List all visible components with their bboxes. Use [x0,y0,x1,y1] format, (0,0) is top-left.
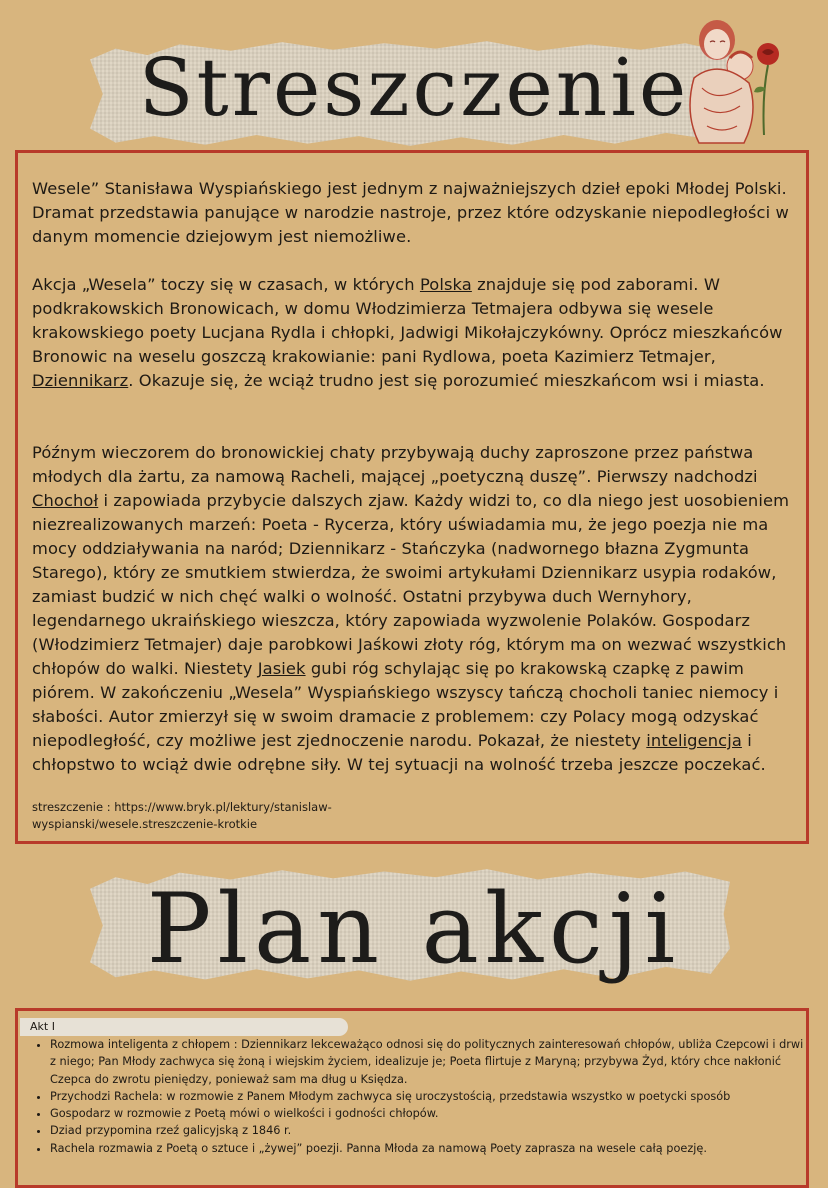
summary-text: Późnym wieczorem do bronowickiej chaty przybywają duchy zaproszone przez państwa młodych dla żartu, za namową Racheli, mającej „poetyczną duszę”. Pierwszy nadchodzi [32,443,758,486]
link-chochol[interactable]: Chochoł [32,491,99,510]
section-title: Plan akcji [146,873,682,985]
summary-paragraph-3 [32,441,792,777]
summary-text: i zapowiada przybycie dalszych zjaw. Każdy widzi to, co dla niego jest uosobieniem niezrealizowanych marzeń: Poeta - Rycerza, który uświadamia mu, że jego poezja nie ma mocy oddziaływania na naród; Dziennikarz - Stańczyka (nadwornego błazna Zygmunta Starego), który ze smutkiem stwierdza, że swoimi artykułami Dziennikarz usypia rodaków, zamiast budzić w nich chęć walki o wolność. Ostatni przybywa duch Wernyhory, legendarnego ukraińskiego wieszcza, który zapowiada wyzwolenie Polaków. Gospodarz (Włodzimierz Tetmajer) daje parobkowi Jaśkowi złoty róg, którym ma on wezwać wszystkich chłopów do walki. Niestety [32,491,790,678]
list-item: • Gospodarz w rozmowie z Poetą mówi o wielkości i godności chłopów. [50,1105,810,1122]
list-item: • Rozmowa inteligenta z chłopem : Dziennikarz lekceważąco odnosi się do politycznych zainteresowań chłopów, ubliża Czepcowi i drwi z niego; Pan Młody zachwyca się żoną i wiejskim życiem, idealizuje je; Poeta flirtuje z Maryną; przybywa Żyd, który chce nakłonić Czepca do zwrotu pieniędzy, ponieważ sam ma dług u Księdza. [50,1036,810,1088]
summary-text: Wesele” Stanisława Wyspiańskiego jest jednym z najważniejszych dzieł epoki Młodej Polski. Dramat przedstawia panujące w narodzie nastroje, przez które odzyskanie niepodległości w danym momencie dziejowym jest niemożliwe. [32,179,789,246]
summary-text: . Okazuje się, że wciąż trudno jest się porozumieć mieszkańcom wsi i miasta. [128,371,765,390]
summary-text: znajduje się pod zaborami. W podkrakowskich Bronowicach, w domu Włodzimierza Tetmajera odbywa się wesele krakowskiego poety Lucjana Rydla i chłopki, Jadwigi Mikołajczykówny. Oprócz mieszkańców Bronowic na weselu goszczą krakowianie: pani Rydlowa, poeta Kazimierz Tetmajer, [32,275,783,366]
summary-text: Akcja „Wesela” toczy się w czasach, w których [32,275,420,294]
summary-paragraph-2 [32,273,792,393]
summary-box [15,150,809,844]
page-title: Streszczenie [138,41,690,134]
link-jasiek[interactable]: Jasiek [257,659,306,678]
list-item: • Przychodzi Rachela: w rozmowie z Panem Młodym zachwyca się uroczystością, przedstawia wszystko w poetycki sposób [50,1088,810,1105]
act-label: Akt I [20,1018,348,1036]
link-inteligencja[interactable]: inteligencja [646,731,742,750]
list-item: • Dziad przypomina rzeź galicyjską z 1846 r. [50,1122,810,1139]
summary-text: gubi róg schylając się po krakowską czapkę z pawim piórem. W zakończeniu „Wesela” Wyspiańskiego wszyscy tańczą chocholi taniec niemocy i słabości. Autor zmierzył się w swoim dramacie z problemem: czy Polacy mogą odzyskać niepodległość, czy możliwe jest zjednoczenie narodu. Pokazał, że niestety [32,659,779,750]
cherub-rose-illustration [672,18,787,146]
link-dziennikarz[interactable]: Dziennikarz [32,371,129,390]
source-citation: streszczenie : https://www.bryk.pl/lektury/stanislaw-wyspianski/wesele.streszczenie-krotkie [32,800,332,831]
list-item: • Rachela rozmawia z Poetą o sztuce i „żywej” poezji. Panna Młoda za namową Poety zaprasza na wesele całą poezję. [50,1140,810,1157]
summary-text: i chłopstwo to wciąż dwie odrębne siły. W tej sytuacji na wolność trzeba jeszcze poczekać. [32,731,766,774]
link-polska[interactable]: Polska [419,275,472,294]
summary-paragraph-1 [32,177,792,249]
plan-list [28,1036,810,1157]
